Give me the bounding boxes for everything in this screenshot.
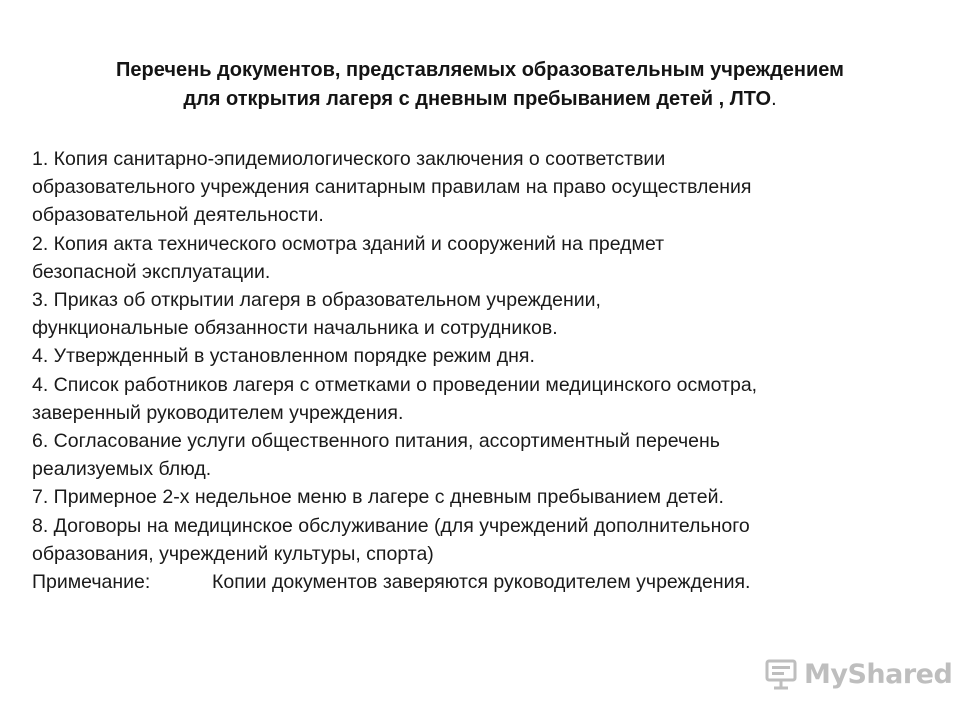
list-line: 6. Согласование услуги общественного питания, ассортиментный перечень: [32, 430, 720, 453]
note-text: Копии документов заверяются руководителем учреждения.: [212, 571, 751, 594]
document-list: [32, 145, 932, 596]
list-line: реализуемых блюд.: [32, 458, 212, 481]
list-line: функциональные обязанности начальника и сотрудников.: [32, 317, 558, 340]
list-line: 2. Копия акта технического осмотра зданий и сооружений на предмет: [32, 232, 665, 255]
title-line-1: Перечень документов, представляемых образовательным учреждением: [116, 59, 844, 81]
list-line: 7. Примерное 2-х недельное меню в лагере с дневным пребыванием детей.: [32, 486, 724, 509]
title-line-2-text: для открытия лагеря с дневным пребыванием детей , ЛТО: [183, 88, 772, 110]
list-line: образовательного учреждения санитарным правилам на право осуществления: [32, 176, 752, 199]
list-line: 3. Приказ об открытии лагеря в образовательном учреждении,: [32, 289, 601, 312]
presentation-board-icon: [764, 657, 798, 691]
title-line-2: [30, 85, 930, 114]
list-line: образовательной деятельности.: [32, 204, 324, 227]
list-line: образования, учреждений культуры, спорта): [32, 542, 434, 565]
list-line: 4. Список работников лагеря с отметками о проведении медицинского осмотра,: [32, 373, 758, 396]
note-line: [32, 568, 932, 596]
list-line: 8. Договоры на медицинское обслуживание (для учреждений дополнительного: [32, 514, 750, 537]
list-line: безопасной эксплуатации.: [32, 260, 271, 283]
list-line: заверенный руководителем учреждения.: [32, 401, 404, 424]
note-label: Примечание:: [32, 571, 151, 594]
watermark: [764, 654, 952, 694]
title-line-2-period: .: [771, 88, 777, 110]
list-line: 1. Копия санитарно-эпидемиологического заключения о соответствии: [32, 148, 666, 170]
watermark-text: MyShared: [804, 658, 953, 690]
document-title: [30, 56, 930, 114]
list-line: 4. Утвержденный в установленном порядке режим дня.: [32, 345, 535, 368]
